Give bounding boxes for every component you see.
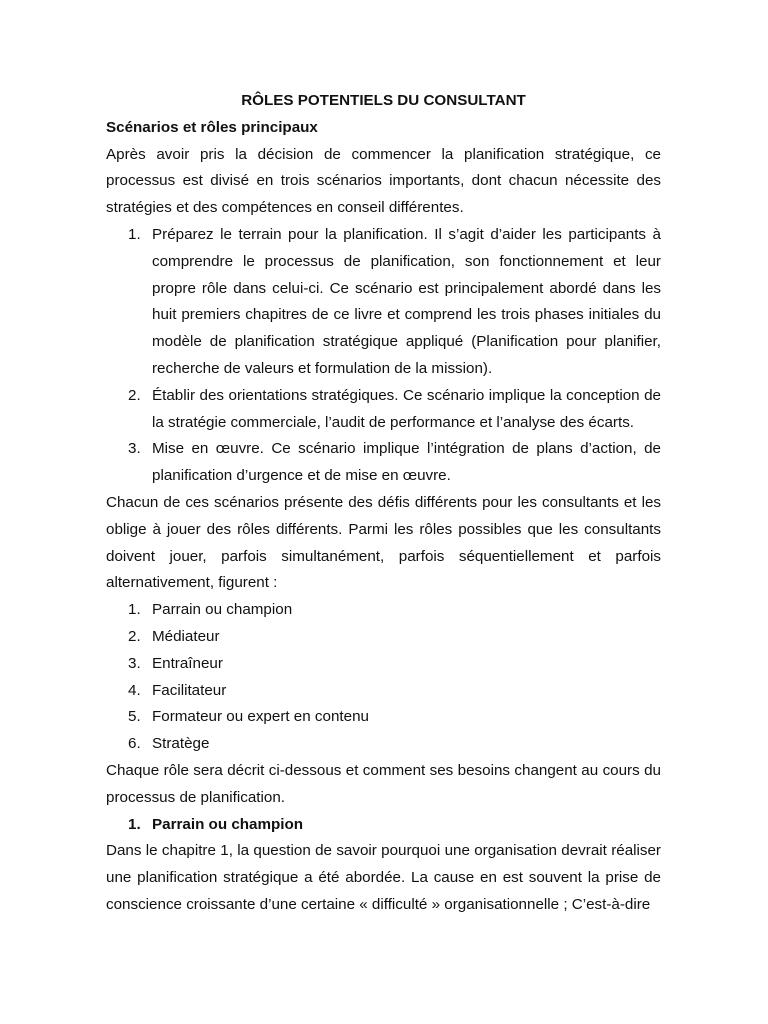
scenario-item [106, 383, 661, 437]
role-item [106, 678, 661, 705]
list-item-text: Préparez le terrain pour la planification. Il s’agit d’aider les participants à comprendre le processus de planification, son fonctionnement et leur propre rôle dans celui-ci. Ce scénario est principalement abordé dans les huit premiers chapitres de ce livre et comprend les trois phases initiales du modèle de planification stratégique appliqué (Planification pour planifier, recherche de valeurs et formulation de la mission). [152, 225, 661, 377]
list-item-text: Établir des orientations stratégiques. Ce scénario implique la conception de la stratégie commerciale, l’audit de performance et l’analyse des écarts. [152, 386, 661, 431]
intro-paragraph: Après avoir pris la décision de commencer la planification stratégique, ce processus est divisé en trois scénarios importants, dont chacun nécessite des stratégies et des compétences en conseil différentes. [106, 145, 661, 217]
list-item-text: Facilitateur [152, 681, 227, 699]
role-item [106, 651, 661, 678]
list-item-text: Mise en œuvre. Ce scénario implique l’intégration de plans d’action, de planification d’urgence et de mise en œuvre. [152, 440, 661, 485]
list-number: 1. [128, 601, 141, 619]
roles-intro-paragraph: Chacun de ces scénarios présente des défis différents pour les consultants et les oblige à jouer des rôles différents. Parmi les rôles possibles que les consultants doivent jouer, parfois simultanément, parfois séquentiellement et parfois alternativement, figurent : [106, 493, 661, 592]
section-subheading: Scénarios et rôles principaux [106, 118, 318, 136]
list-number: 3. [128, 440, 141, 458]
section-number: 1. [128, 815, 141, 833]
list-item-text: Parrain ou champion [152, 601, 293, 619]
list-number: 6. [128, 735, 141, 753]
list-item-text: Stratège [152, 735, 210, 753]
document-content [106, 88, 661, 919]
list-number: 4. [128, 681, 141, 699]
section-heading-list [106, 812, 661, 839]
page-title: RÔLES POTENTIELS DU CONSULTANT [241, 92, 526, 109]
list-item-text: Entraîneur [152, 654, 223, 672]
list-number: 3. [128, 654, 141, 672]
section-heading [106, 812, 661, 839]
role-item [106, 704, 661, 731]
section1-paragraph: Dans le chapitre 1, la question de savoir pourquoi une organisation devrait réaliser une planification stratégique a été abordée. La cause en est souvent la prise de conscience croissante d’une certaine « difficulté » organisationnelle ; C’est-à-dire [106, 842, 661, 913]
scenario-item [106, 222, 661, 383]
roles-outro-paragraph: Chaque rôle sera décrit ci-dessous et comment ses besoins changent au cours du processus de planification. [106, 761, 661, 806]
role-item [106, 731, 661, 758]
list-number: 1. [128, 225, 141, 243]
roles-list [106, 597, 661, 758]
role-item [106, 597, 661, 624]
list-item-text: Médiateur [152, 627, 220, 645]
section-heading-text: Parrain ou champion [152, 815, 304, 833]
list-number: 5. [128, 708, 141, 726]
scenario-item [106, 436, 661, 490]
role-item [106, 624, 661, 651]
list-item-text: Formateur ou expert en contenu [152, 708, 369, 726]
scenario-list [106, 222, 661, 490]
list-number: 2. [128, 627, 141, 645]
list-number: 2. [128, 386, 141, 404]
